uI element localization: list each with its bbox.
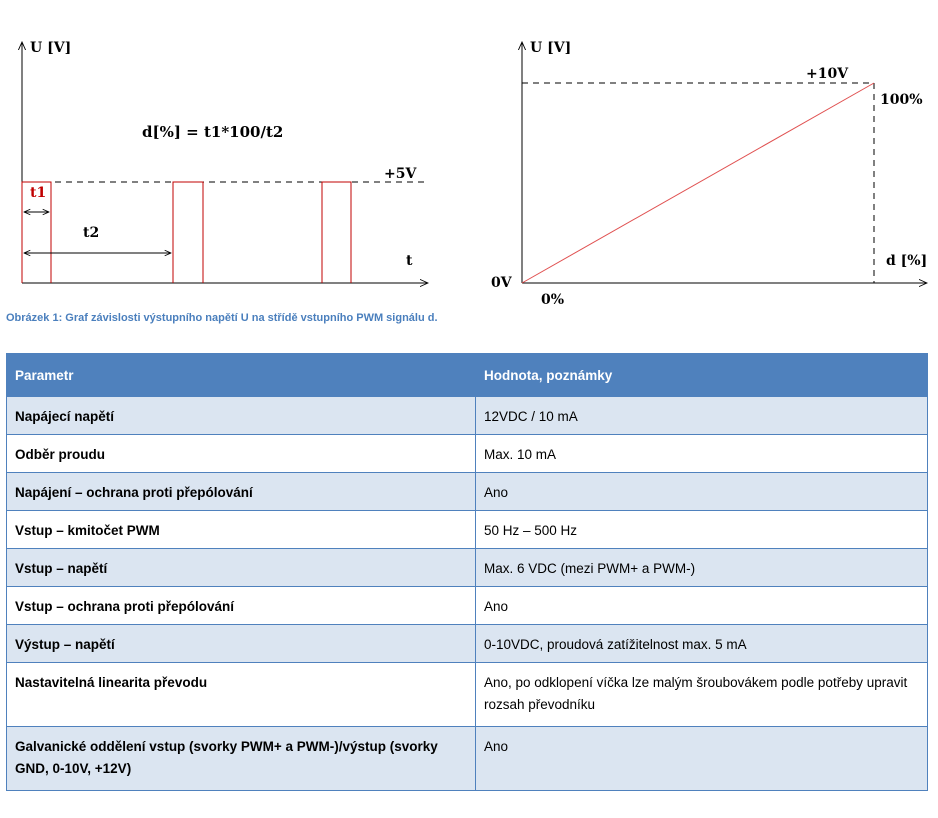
table-row xyxy=(7,435,928,473)
duty-formula: d[%] = t1*100/t2 xyxy=(142,123,284,141)
param-value: Max. 6 VDC (mezi PWM+ a PWM-) xyxy=(476,549,928,587)
param-value: Max. 10 mA xyxy=(476,435,928,473)
figure-svg xyxy=(0,0,938,310)
param-name: Vstup – ochrana proti přepólování xyxy=(7,587,476,625)
pwm-pulse-2 xyxy=(173,182,203,283)
table-row xyxy=(7,473,928,511)
param-value: 50 Hz – 500 Hz xyxy=(476,511,928,549)
header-parameter: Parametr xyxy=(7,354,476,397)
table-row xyxy=(7,663,928,727)
table-row xyxy=(7,727,928,791)
left-x-axis-label: t xyxy=(406,253,413,269)
param-name: Výstup – napětí xyxy=(7,625,476,663)
pwm-pulse-3 xyxy=(322,182,351,283)
param-value: Ano xyxy=(476,587,928,625)
param-name: Vstup – napětí xyxy=(7,549,476,587)
left-y-axis-label: U [V] xyxy=(30,40,72,56)
pwm-chart xyxy=(22,40,428,283)
param-name: Odběr proudu xyxy=(7,435,476,473)
param-name: Galvanické oddělení vstup (svorky PWM+ a PWM-)/výstup (svorky GND, 0-10V, +12V) xyxy=(7,727,476,791)
table-row xyxy=(7,549,928,587)
param-name: Napájení – ochrana proti přepólování xyxy=(7,473,476,511)
table-row xyxy=(7,511,928,549)
header-value: Hodnota, poznámky xyxy=(476,354,928,397)
origin-y-label: 0V xyxy=(491,275,512,291)
param-value: 12VDC / 10 mA xyxy=(476,397,928,435)
origin-x-label: 0% xyxy=(541,292,565,308)
table-row xyxy=(7,587,928,625)
param-name: Vstup – kmitočet PWM xyxy=(7,511,476,549)
parameters-table xyxy=(6,353,928,791)
transfer-line xyxy=(522,83,874,283)
table-row xyxy=(7,625,928,663)
level-5v-label: +5V xyxy=(384,166,417,182)
param-value: Ano, po odklopení víčka lze malým šroubovákem podle potřeby upravit rozsah převodníku xyxy=(476,663,928,727)
top-percent-label: 100% xyxy=(880,92,923,108)
right-x-axis-label: d [%] xyxy=(886,253,928,269)
table-row xyxy=(7,397,928,435)
t1-label: t1 xyxy=(30,185,47,201)
param-name: Napájecí napětí xyxy=(7,397,476,435)
right-y-axis-label: U [V] xyxy=(530,40,572,56)
param-value: Ano xyxy=(476,473,928,511)
param-value: 0-10VDC, proudová zatížitelnost max. 5 mA xyxy=(476,625,928,663)
table-header-row xyxy=(7,354,928,397)
transfer-chart xyxy=(491,40,927,308)
param-name: Nastavitelná linearita převodu xyxy=(7,663,476,727)
figure-caption: Obrázek 1: Graf závislosti výstupního napětí U na střídě vstupního PWM signálu d. xyxy=(6,312,438,324)
figure xyxy=(0,0,938,310)
t2-label: t2 xyxy=(83,225,100,241)
param-value: Ano xyxy=(476,727,928,791)
top-value-label: +10V xyxy=(806,66,849,82)
